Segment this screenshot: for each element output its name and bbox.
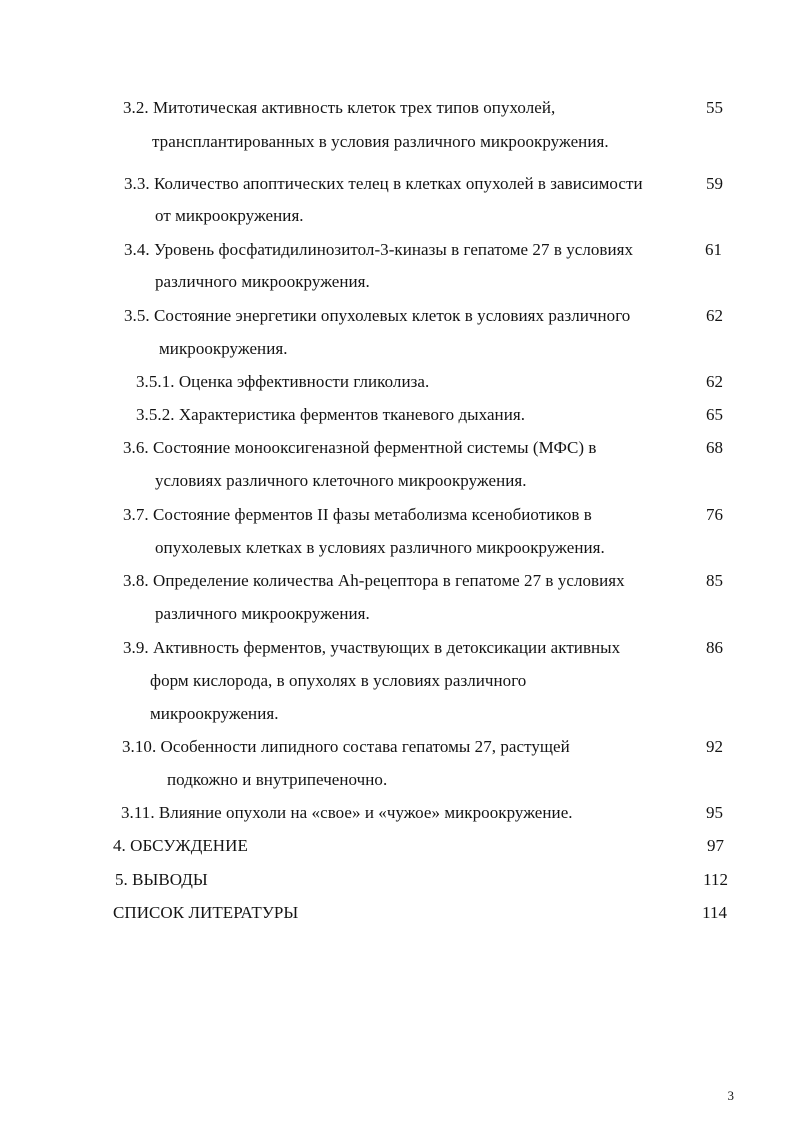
toc-entry-line: 3.2. Митотическая активность клеток трех типов опухолей, bbox=[123, 98, 556, 117]
toc-entry-line: 3.8. Определение количества Ah-рецептора в гепатоме 27 в условиях bbox=[123, 571, 625, 590]
toc-entry-line: 3.5.2. Характеристика ферментов тканевого дыхания. bbox=[136, 405, 526, 424]
toc-entry-line: от микроокружения. bbox=[155, 206, 304, 225]
toc-page-number: 97 bbox=[707, 836, 724, 855]
toc-entry-line: микроокружения. bbox=[159, 339, 288, 358]
toc-entry-line: 3.3. Количество апоптических телец в клетках опухолей в зависимости bbox=[124, 174, 643, 193]
toc-page-number: 85 bbox=[706, 571, 723, 590]
toc-entry-line: 4. ОБСУЖДЕНИЕ bbox=[113, 836, 248, 855]
toc-page-number: 86 bbox=[706, 638, 723, 657]
toc-page-number: 112 bbox=[703, 870, 728, 889]
toc-page-number: 68 bbox=[706, 438, 723, 457]
toc-entry-line: различного микроокружения. bbox=[155, 604, 370, 623]
toc-entry-line: различного микроокружения. bbox=[155, 272, 370, 291]
toc-entry-line: 3.9. Активность ферментов, участвующих в детоксикации активных bbox=[123, 638, 621, 657]
toc-page-number: 62 bbox=[706, 306, 723, 325]
toc-page-number: 114 bbox=[702, 903, 727, 922]
toc-entry-line: трансплантированных в условия различного микроокружения. bbox=[152, 132, 609, 151]
toc-page-number: 59 bbox=[706, 174, 723, 193]
toc-entry-line: подкожно и внутрипеченочно. bbox=[167, 770, 388, 789]
toc-page-number: 55 bbox=[706, 98, 723, 117]
toc-entry-line: 3.6. Состояние монооксигеназной ферментной системы (МФС) в bbox=[123, 438, 597, 457]
toc-entry-line: 3.5.1. Оценка эффективности гликолиза. bbox=[136, 372, 430, 391]
toc-entry-line: форм кислорода, в опухолях в условиях различного bbox=[150, 671, 527, 690]
toc-page-number: 76 bbox=[706, 505, 723, 524]
toc-page-number: 61 bbox=[705, 240, 722, 259]
toc-entry-line: микроокружения. bbox=[150, 704, 279, 723]
footer-page-number: 3 bbox=[727, 1088, 734, 1103]
toc-entry-line: опухолевых клетках в условиях различного микроокружения. bbox=[155, 538, 605, 557]
toc-entry-line: 3.7. Состояние ферментов II фазы метаболизма ксенобиотиков в bbox=[123, 505, 592, 524]
toc-entry-line: СПИСОК ЛИТЕРАТУРЫ bbox=[113, 903, 299, 922]
toc-entry-line: 3.11. Влияние опухоли на «свое» и «чужое» микроокружение. bbox=[121, 803, 573, 822]
toc-entry-line: 3.5. Состояние энергетики опухолевых клеток в условиях различного bbox=[124, 306, 631, 325]
toc-page-number: 95 bbox=[706, 803, 723, 822]
toc-page-number: 92 bbox=[706, 737, 723, 756]
toc-page-number: 65 bbox=[706, 405, 723, 424]
toc-entry-line: 3.10. Особенности липидного состава гепатомы 27, растущей bbox=[122, 737, 570, 756]
toc-entry-line: 3.4. Уровень фосфатидилинозитол-3-киназы в гепатоме 27 в условиях bbox=[124, 240, 634, 259]
toc-entry-line: 5. ВЫВОДЫ bbox=[115, 870, 208, 889]
toc-entry-line: условиях различного клеточного микроокружения. bbox=[155, 471, 527, 490]
toc-page-number: 62 bbox=[706, 372, 723, 391]
